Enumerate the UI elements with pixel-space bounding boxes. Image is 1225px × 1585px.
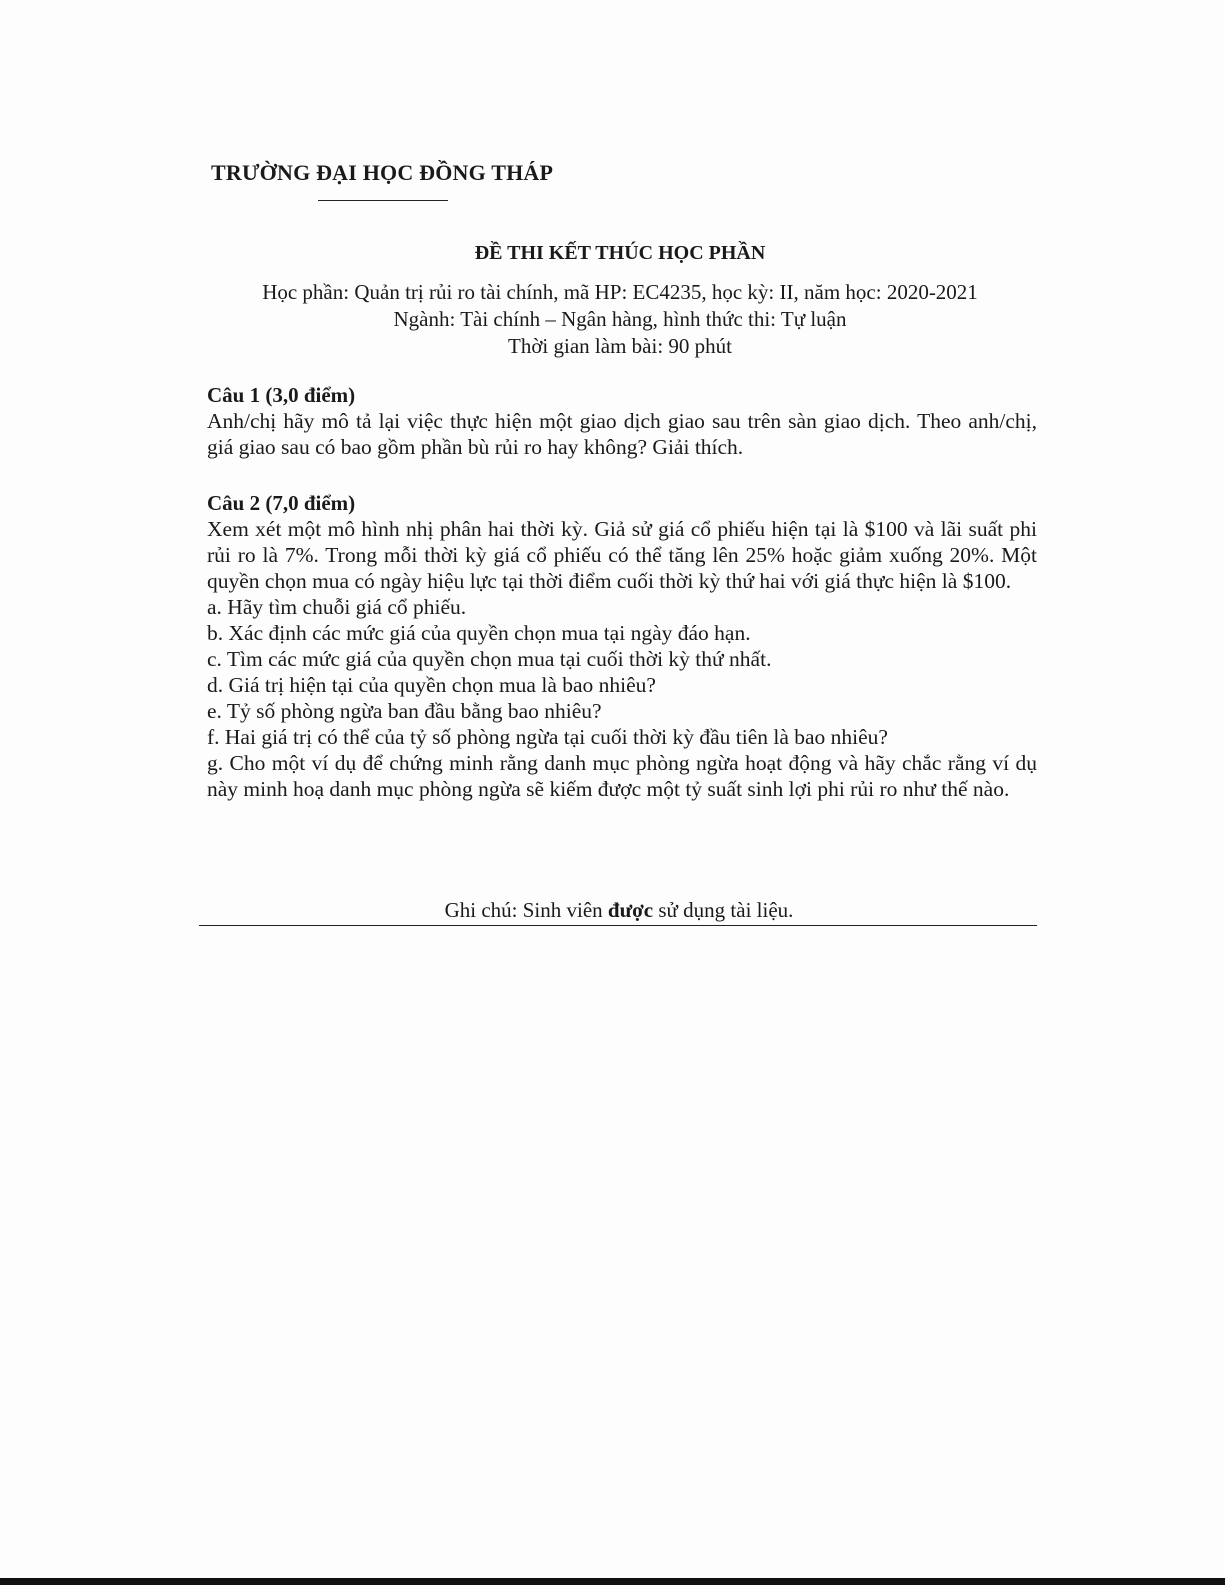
exam-title: ĐỀ THI KẾT THÚC HỌC PHẦN xyxy=(474,242,766,264)
course-info-line: Học phần: Quản trị rủi ro tài chính, mã HP: EC4235, học kỳ: II, năm học: 2020-2021 xyxy=(262,280,978,304)
question-2-item-f: f. Hai giá trị có thể của tỷ số phòng ngừa tại cuối thời kỳ đầu tiên là bao nhiêu? xyxy=(207,725,888,749)
question-2-item-a: a. Hãy tìm chuỗi giá cổ phiếu. xyxy=(207,595,467,619)
footer-note-bold: được xyxy=(607,898,654,922)
question-2-item-c: c. Tìm các mức giá của quyền chọn mua tại cuối thời kỳ thứ nhất. xyxy=(207,647,772,671)
question-2-item-d: d. Giá trị hiện tại của quyền chọn mua là bao nhiêu? xyxy=(207,673,656,697)
footer-rule xyxy=(199,925,1037,926)
question-2-heading: Câu 2 (7,0 điểm) xyxy=(207,491,356,515)
footer-note xyxy=(200,898,1038,923)
question-2 xyxy=(207,490,1037,802)
scan-bottom-edge xyxy=(0,1578,1225,1585)
footer-note-suffix: sử dụng tài liệu. xyxy=(653,898,794,922)
question-2-text: Xem xét một mô hình nhị phân hai thời kỳ. Giả sử giá cổ phiếu hiện tại là $100 và lãi suất phi rủi ro là 7%. Trong mỗi thời kỳ giá cổ phiếu có thể tăng lên 25% hoặc giảm xuống 20%. Một quyền chọn mua có ngày hiệu lực tại thời điểm cuối thời kỳ thứ hai với giá thực hiện là $100. xyxy=(207,517,1037,593)
question-2-item-b: b. Xác định các mức giá của quyền chọn mua tại ngày đáo hạn. xyxy=(207,621,751,645)
question-1-heading: Câu 1 (3,0 điểm) xyxy=(207,383,356,407)
question-2-item-e: e. Tỷ số phòng ngừa ban đầu bằng bao nhiêu? xyxy=(207,699,602,723)
footer-note-prefix: Ghi chú: Sinh viên xyxy=(444,898,608,922)
time-info-line: Thời gian làm bài: 90 phút xyxy=(508,334,732,358)
question-1 xyxy=(207,382,1037,460)
question-2-item-g: g. Cho một ví dụ để chứng minh rằng danh mục phòng ngừa hoạt động và hãy chắc rằng ví dụ này minh hoạ danh mục phòng ngừa sẽ kiếm được một tỷ suất sinh lợi phi rủi ro như thế nào. xyxy=(207,751,1037,801)
school-name: TRƯỜNG ĐẠI HỌC ĐỒNG THÁP xyxy=(211,160,554,185)
question-1-text: Anh/chị hãy mô tả lại việc thực hiện một giao dịch giao sau trên sàn giao dịch. Theo anh/chị, giá giao sau có bao gồm phần bù rủi ro hay không? Giải thích. xyxy=(207,409,1037,459)
major-info-line: Ngành: Tài chính – Ngân hàng, hình thức thi: Tự luận xyxy=(393,307,847,331)
school-name-underline xyxy=(318,200,448,201)
